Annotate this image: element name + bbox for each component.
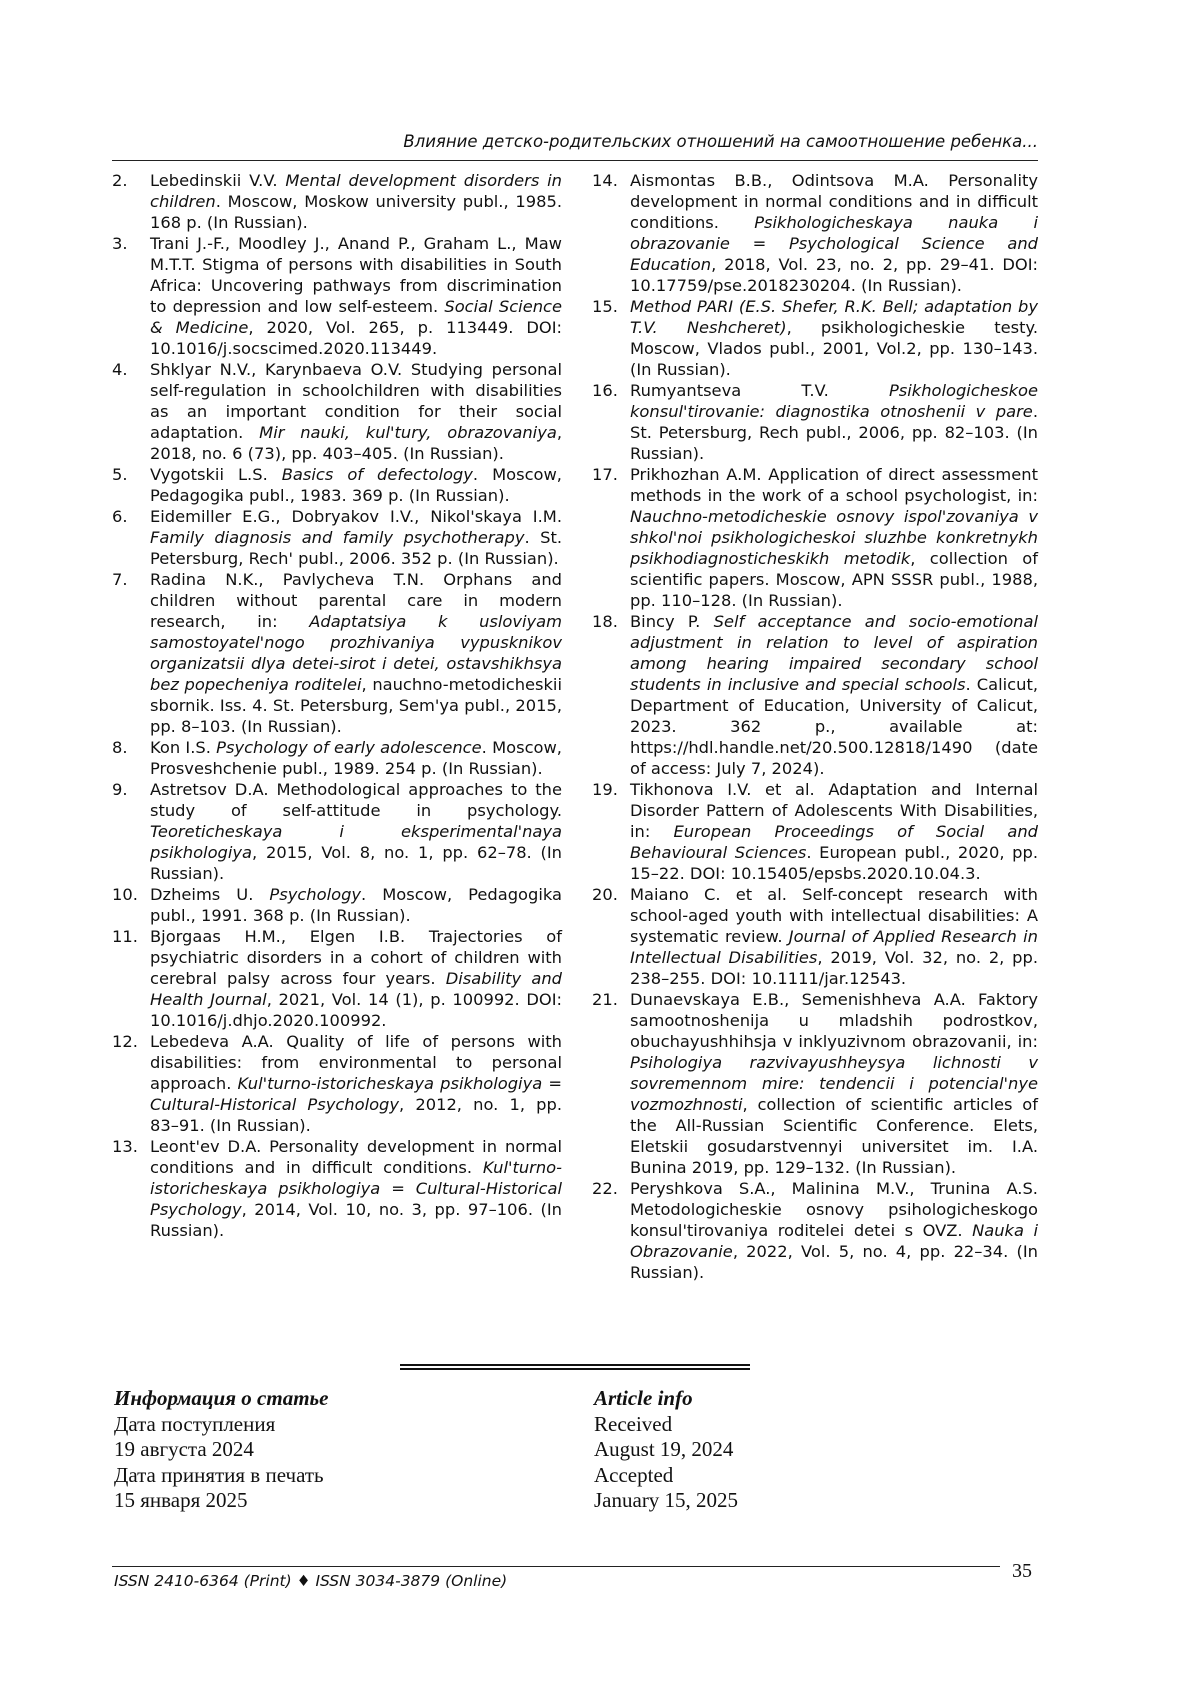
references-right-column (592, 170, 1038, 1283)
article-info-ru-title: Информация о статье (114, 1386, 329, 1410)
reference-italic-text: Mir nauki, kul'tury, obrazovaniya (259, 423, 557, 442)
accepted-label-en: Accepted (594, 1462, 674, 1487)
received-label-en: Received (594, 1411, 673, 1436)
reference-text: Bjorgaas H.M., Elgen I.B. Trajectories of psychiatric disorders in a cohort of children with cerebral palsy across four years. (150, 927, 562, 988)
accepted-date-ru: 15 января 2025 (114, 1488, 248, 1512)
accepted-date-en: January 15, 2025 (594, 1488, 739, 1512)
reference-italic-text: Journal of Applied Research in Intellectual Disabilities (630, 927, 1038, 967)
reference-italic-text: Mental development disorders in children (150, 171, 562, 211)
reference-italic-text: Kul'turno-istoricheskaya psikhologiya = Cultural-Historical Psychology (150, 1158, 562, 1219)
reference-italic-text: Social Science & Medicine (150, 297, 562, 337)
reference-italic-text: Psychology of early adolescence (216, 738, 482, 757)
reference-italic-text: Psihologiya razvivayushheysya lichnosti v sovremennom mire: tendencii i potencial'nye vozmozhnosti (630, 1053, 1038, 1114)
reference-number: 16. (592, 381, 618, 400)
reference-item (112, 1031, 562, 1136)
received-label-ru: Дата поступления (114, 1411, 276, 1436)
reference-text: . St. Petersburg, Rech' publ., 2006. 352 p. (In Russian). (150, 528, 563, 568)
reference-number: 9. (112, 780, 128, 799)
accepted-label-ru: Дата принятия в печать (114, 1462, 324, 1487)
reference-text: , 2012, no. 1, pp. 83–91. (In Russian). (150, 1095, 562, 1135)
reference-italic-text: Teoreticheskaya i eksperimental'naya psikhologiya (150, 822, 562, 862)
reference-text: . Moscow, Prosveshchenie publ., 1989. 254 p. (In Russian). (150, 738, 562, 778)
reference-text: Tikhonova I.V. et al. Adaptation and Internal Disorder Pattern of Adolescents With Disabilities, in: (630, 780, 1038, 841)
article-info-ru (114, 1386, 474, 1514)
reference-item (592, 989, 1038, 1178)
received-date-en: August 19, 2024 (594, 1437, 734, 1461)
reference-italic-text: Self acceptance and socio-emotional adjustment in relation to level of aspiration among hearing impaired secondary school students in inclusive and special schools (630, 612, 1038, 694)
reference-text: Rumyantseva T.V. (630, 381, 889, 400)
reference-text: , 2014, Vol. 10, no. 3, pp. 97–106. (In Russian). (150, 1200, 562, 1240)
reference-text: , collection of scientific papers. Moscow, APN SSSR publ., 1988, pp. 110–128. (In Russian). (630, 549, 1038, 610)
reference-item (592, 1178, 1038, 1283)
footer-rule (112, 1566, 1000, 1567)
reference-text: , 2018, Vol. 23, no. 2, pp. 29–41. DOI: 10.17759/pse.2018230204. (In Russian). (630, 255, 1038, 295)
references-left-column (112, 170, 562, 1241)
reference-number: 2. (112, 171, 128, 190)
reference-number: 7. (112, 570, 128, 589)
reference-text: , psikhologicheskie testy. Moscow, Vlados publ., 2001, Vol.2, pp. 130–143. (In Russian). (630, 318, 1038, 379)
reference-number: 17. (592, 465, 618, 484)
diamond-separator-icon: ♦ (296, 1572, 311, 1590)
article-info-en (594, 1386, 954, 1514)
reference-italic-text: Psikhologicheskoe konsul'tirovanie: diagnostika otnoshenii v pare (630, 381, 1038, 421)
reference-item (112, 926, 562, 1031)
reference-number: 3. (112, 234, 128, 253)
reference-text: Radina N.K., Pavlycheva T.N. Orphans and children without parental care in modern research, in: (150, 570, 562, 631)
reference-number: 11. (112, 927, 138, 946)
reference-number: 14. (592, 171, 618, 190)
page-number: 35 (1012, 1560, 1032, 1582)
reference-item (592, 779, 1038, 884)
reference-number: 13. (112, 1137, 138, 1156)
reference-number: 5. (112, 465, 128, 484)
reference-number: 19. (592, 780, 618, 799)
reference-text: , 2020, Vol. 265, p. 113449. DOI: 10.1016/j.socscimed.2020.113449. (150, 318, 562, 358)
footer-issn (114, 1572, 507, 1590)
reference-text: Dzheims U. (150, 885, 270, 904)
reference-item (592, 611, 1038, 779)
reference-number: 4. (112, 360, 128, 379)
reference-italic-text: Psikhologicheskaya nauka i obrazovanie = Psychological Science and Education (630, 213, 1038, 274)
reference-text: , nauchno-metodicheskii sbornik. Iss. 4. St. Petersburg, Sem'ya publ., 2015, pp. 8–103. (In Russian). (150, 675, 562, 736)
reference-text: , 2019, Vol. 32, no. 2, pp. 238–255. DOI: 10.1111/jar.12543. (630, 948, 1039, 988)
reference-text: Lebedinskii V.V. (150, 171, 286, 190)
article-info-en-title: Article info (594, 1386, 693, 1410)
reference-text: Maiano C. et al. Self-concept research with school-aged youth with intellectual disabilities: A systematic review. (630, 885, 1038, 946)
reference-number: 18. (592, 612, 618, 631)
reference-italic-text: Nauka i Obrazovanie (630, 1221, 1038, 1261)
reference-text: Bincy P. (630, 612, 714, 631)
issn-print: ISSN 2410-6364 (Print) (114, 1572, 292, 1590)
reference-text: , 2018, no. 6 (73), pp. 403–405. (In Russian). (150, 423, 562, 463)
reference-number: 22. (592, 1179, 618, 1198)
reference-text: . Calicut, Department of Education, University of Calicut, 2023. 362 p., available at: https://hdl.handle.net/20.500.12818/1490 (date of access: July 7, 2024). (630, 675, 1038, 778)
reference-item (112, 506, 562, 569)
reference-number: 15. (592, 297, 618, 316)
reference-text: Vygotskii L.S. (150, 465, 282, 484)
reference-text: . Moscow, Moskow university publ., 1985. 168 p. (In Russian). (150, 192, 562, 232)
reference-italic-text: Adaptatsiya k usloviyam samostoyatel'nogo prozhivaniya vypusknikov organizatsii dlya detei-sirot i detei, ostavshikhsya bez popecheniya roditelei (150, 612, 562, 694)
reference-text: Leont'ev D.A. Personality development in normal conditions and in difficult conditions. (150, 1137, 562, 1177)
reference-italic-text: European Proceedings of Social and Behavioural Sciences (630, 822, 1038, 862)
reference-number: 6. (112, 507, 128, 526)
reference-number: 21. (592, 990, 618, 1009)
reference-number: 20. (592, 885, 618, 904)
reference-text: , 2022, Vol. 5, no. 4, pp. 22–34. (In Russian). (630, 1242, 1038, 1282)
reference-item (592, 296, 1038, 380)
reference-item (592, 884, 1038, 989)
reference-item (112, 233, 562, 359)
reference-item (592, 170, 1038, 296)
reference-text: Dunaevskaya E.B., Semenishheva A.A. Faktory samootnoshenija u mladshih podrostkov, obuchayushhihsja v inklyuzivnom obrazovanii, in: (630, 990, 1038, 1051)
reference-number: 10. (112, 885, 138, 904)
reference-number: 8. (112, 738, 128, 757)
reference-text: Eidemiller E.G., Dobryakov I.V., Nikol'skaya I.M. (150, 507, 562, 526)
reference-text: Trani J.-F., Moodley J., Anand P., Graham L., Maw M.T.T. Stigma of persons with disabilities in South Africa: Uncovering pathways from discrimination to depression and low self-esteem. (150, 234, 562, 316)
received-date-ru: 19 августа 2024 (114, 1437, 254, 1461)
reference-item (112, 1136, 562, 1241)
reference-item (112, 884, 562, 926)
reference-item (112, 170, 562, 233)
reference-text: . Moscow, Pedagogika publ., 1991. 368 p. (In Russian). (150, 885, 562, 925)
reference-text: , 2015, Vol. 8, no. 1, pp. 62–78. (In Russian). (150, 843, 562, 883)
reference-item (112, 569, 562, 737)
reference-italic-text: Disability and Health Journal (150, 969, 562, 1009)
reference-italic-text: Family diagnosis and family psychotherapy (150, 528, 525, 547)
reference-text: . Moscow, Pedagogika publ., 1983. 369 p. (In Russian). (150, 465, 562, 505)
reference-item (112, 779, 562, 884)
reference-italic-text: Method PARI (E.S. Shefer, R.K. Bell; adaptation by T.V. Neshcheret) (630, 297, 1038, 337)
reference-text: . St. Petersburg, Rech publ., 2006, pp. 82–103. (In Russian). (630, 402, 1038, 463)
reference-italic-text: Psychology (269, 885, 362, 904)
issn-online: ISSN 3034-3879 (Online) (315, 1572, 508, 1590)
reference-item (112, 359, 562, 464)
reference-number: 12. (112, 1032, 138, 1051)
reference-text: . European publ., 2020, pp. 15–22. DOI: 10.15405/epsbs.2020.10.04.3. (630, 843, 1038, 883)
running-head: Влияние детско-родительских отношений на самоотношение ребенка... (403, 132, 1038, 151)
reference-text: Shklyar N.V., Karynbaeva O.V. Studying personal self-regulation in schoolchildren with disabilities as an important condition for their social adaptation. (150, 360, 562, 442)
section-separator (400, 1364, 750, 1370)
reference-text: , collection of scientific articles of the All-Russian Scientific Conference. Elets, Eletskii gosudarstvennyi universitet im. I.A. Bunina 2019, pp. 129–132. (In Russian). (630, 1095, 1038, 1177)
reference-item (592, 464, 1038, 611)
reference-text: Kon I.S. (150, 738, 217, 757)
reference-italic-text: Kul'turno-istoricheskaya psikhologiya = Cultural-Historical Psychology (150, 1074, 562, 1114)
reference-text: Peryshkova S.A., Malinina M.V., Trunina A.S. Metodologicheskie osnovy psihologicheskogo konsul'tirovaniya roditelei detei s OVZ. (630, 1179, 1038, 1240)
reference-text: Lebedeva A.A. Quality of life of persons with disabilities: from environmental to personal approach. (150, 1032, 562, 1093)
reference-text: , 2021, Vol. 14 (1), p. 100992. DOI: 10.1016/j.dhjo.2020.100992. (150, 990, 563, 1030)
reference-item (112, 464, 562, 506)
reference-text: Astretsov D.A. Methodological approaches to the study of self-attitude in psychology. (150, 780, 562, 820)
reference-text: Aismontas B.B., Odintsova M.A. Personality development in normal conditions and in difficult conditions. (630, 171, 1038, 232)
reference-italic-text: Basics of defectology (281, 465, 473, 484)
reference-italic-text: Nauchno-metodicheskie osnovy ispol'zovaniya v shkol'noi psikhologicheskoi sluzhbe konkretnykh psikhodiagnosticheskikh metodik (630, 507, 1038, 568)
reference-item (592, 380, 1038, 464)
reference-item (112, 737, 562, 779)
reference-text: Prikhozhan A.M. Application of direct assessment methods in the work of a school psychologist, in: (630, 465, 1038, 505)
header-rule (112, 160, 1038, 161)
